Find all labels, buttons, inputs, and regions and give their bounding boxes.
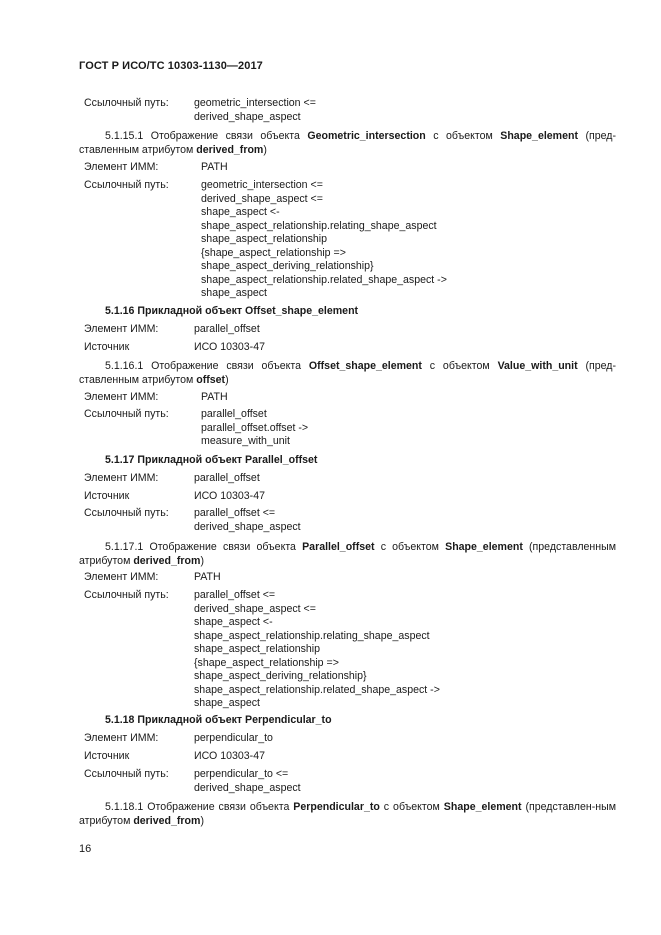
row-value	[194, 732, 273, 746]
value-line: shape_aspect <-	[201, 206, 280, 218]
row-label: Элемент ИММ:	[84, 323, 159, 335]
value-line: parallel_offset	[194, 323, 260, 335]
value-line: perpendicular_to	[194, 732, 273, 744]
value-line: measure_with_unit	[201, 435, 290, 447]
row-label: Источник	[84, 750, 130, 762]
value-line: {shape_aspect_relationship =>	[201, 246, 346, 259]
row-value	[194, 571, 221, 585]
row-label: Элемент ИММ:	[84, 571, 159, 583]
value-line: perpendicular_to <=	[194, 768, 289, 780]
value-line: PATH	[201, 391, 228, 403]
row-value	[194, 97, 316, 124]
row-label: Ссылочный путь:	[84, 179, 169, 191]
value-line: derived_shape_aspect	[194, 110, 301, 123]
mapping-paragraph: 5.1.17.1 Отображение связи объекта Parallel_offset с объектом Shape_element (представленным атрибутом derived_from)	[79, 541, 616, 567]
row-value	[194, 490, 265, 504]
value-line: geometric_intersection <=	[194, 97, 316, 109]
row-label: Элемент ИММ:	[84, 732, 159, 744]
row-label: Элемент ИММ:	[84, 472, 159, 484]
value-line: shape_aspect_relationship.relating_shape_aspect	[194, 629, 430, 642]
row-label: Источник	[84, 341, 130, 353]
mapping-paragraph: 5.1.18.1 Отображение связи объекта Perpendicular_to с объектом Shape_element (представлен-ным атрибутом derived_from)	[79, 801, 616, 827]
row-label: Ссылочный путь:	[84, 589, 169, 601]
row-value	[201, 391, 228, 405]
row-label: Ссылочный путь:	[84, 768, 169, 780]
value-line: ИСО 10303-47	[194, 341, 265, 353]
row-value	[194, 341, 265, 355]
row-value	[194, 589, 440, 711]
value-line: shape_aspect	[201, 287, 267, 299]
page-number: 16	[79, 843, 92, 855]
value-line: shape_aspect_relationship	[201, 233, 328, 245]
row-value	[194, 507, 301, 534]
row-label: Источник	[84, 490, 130, 502]
section-heading: 5.1.17 Прикладной объект Parallel_offset	[105, 454, 318, 466]
value-line: shape_aspect_deriving_relationship}	[194, 670, 367, 682]
mapping-paragraph: 5.1.15.1 Отображение связи объекта Geometric_intersection с объектом Shape_element (пред-ставленным атрибутом derived_from)	[79, 130, 617, 156]
row-value	[201, 408, 308, 449]
value-line: parallel_offset	[194, 472, 260, 484]
value-line: shape_aspect_relationship	[194, 643, 321, 655]
value-line: derived_shape_aspect <=	[194, 602, 316, 615]
value-line: parallel_offset <=	[194, 507, 276, 519]
value-line: shape_aspect_relationship.related_shape_aspect ->	[201, 273, 447, 286]
row-value	[201, 179, 447, 301]
value-line: shape_aspect	[194, 697, 260, 709]
value-line: PATH	[194, 571, 221, 583]
section-heading: 5.1.18 Прикладной объект Perpendicular_to	[105, 714, 332, 726]
row-value	[194, 472, 260, 486]
value-line: parallel_offset.offset ->	[201, 421, 309, 434]
row-value	[194, 323, 260, 337]
mapping-paragraph: 5.1.16.1 Отображение связи объекта Offset_shape_element с объектом Value_with_unit (пред-ставленным атрибутом offset)	[79, 360, 617, 386]
page-header: ГОСТ Р ИСО/ТС 10303-1130—2017	[79, 60, 263, 72]
row-label: Ссылочный путь:	[84, 507, 169, 519]
row-value	[194, 750, 265, 764]
value-line: {shape_aspect_relationship =>	[194, 656, 339, 669]
row-label: Ссылочный путь:	[84, 408, 169, 420]
row-label: Элемент ИММ:	[84, 161, 159, 173]
value-line: ИСО 10303-47	[194, 490, 265, 502]
value-line: shape_aspect_deriving_relationship}	[201, 260, 374, 272]
value-line: derived_shape_aspect <=	[201, 192, 323, 205]
row-value	[194, 768, 301, 795]
value-line: shape_aspect_relationship.related_shape_aspect ->	[194, 683, 440, 696]
value-line: shape_aspect_relationship.relating_shape_aspect	[201, 219, 437, 232]
section-heading: 5.1.16 Прикладной объект Offset_shape_element	[105, 305, 359, 317]
value-line: derived_shape_aspect	[194, 781, 301, 794]
row-label: Элемент ИММ:	[84, 391, 159, 403]
value-line: shape_aspect <-	[194, 616, 273, 628]
value-line: PATH	[201, 161, 228, 173]
row-label: Ссылочный путь:	[84, 97, 169, 109]
value-line: parallel_offset	[201, 408, 267, 420]
value-line: geometric_intersection <=	[201, 179, 323, 191]
value-line: parallel_offset <=	[194, 589, 276, 601]
value-line: ИСО 10303-47	[194, 750, 265, 762]
row-value	[201, 161, 228, 175]
value-line: derived_shape_aspect	[194, 520, 301, 533]
